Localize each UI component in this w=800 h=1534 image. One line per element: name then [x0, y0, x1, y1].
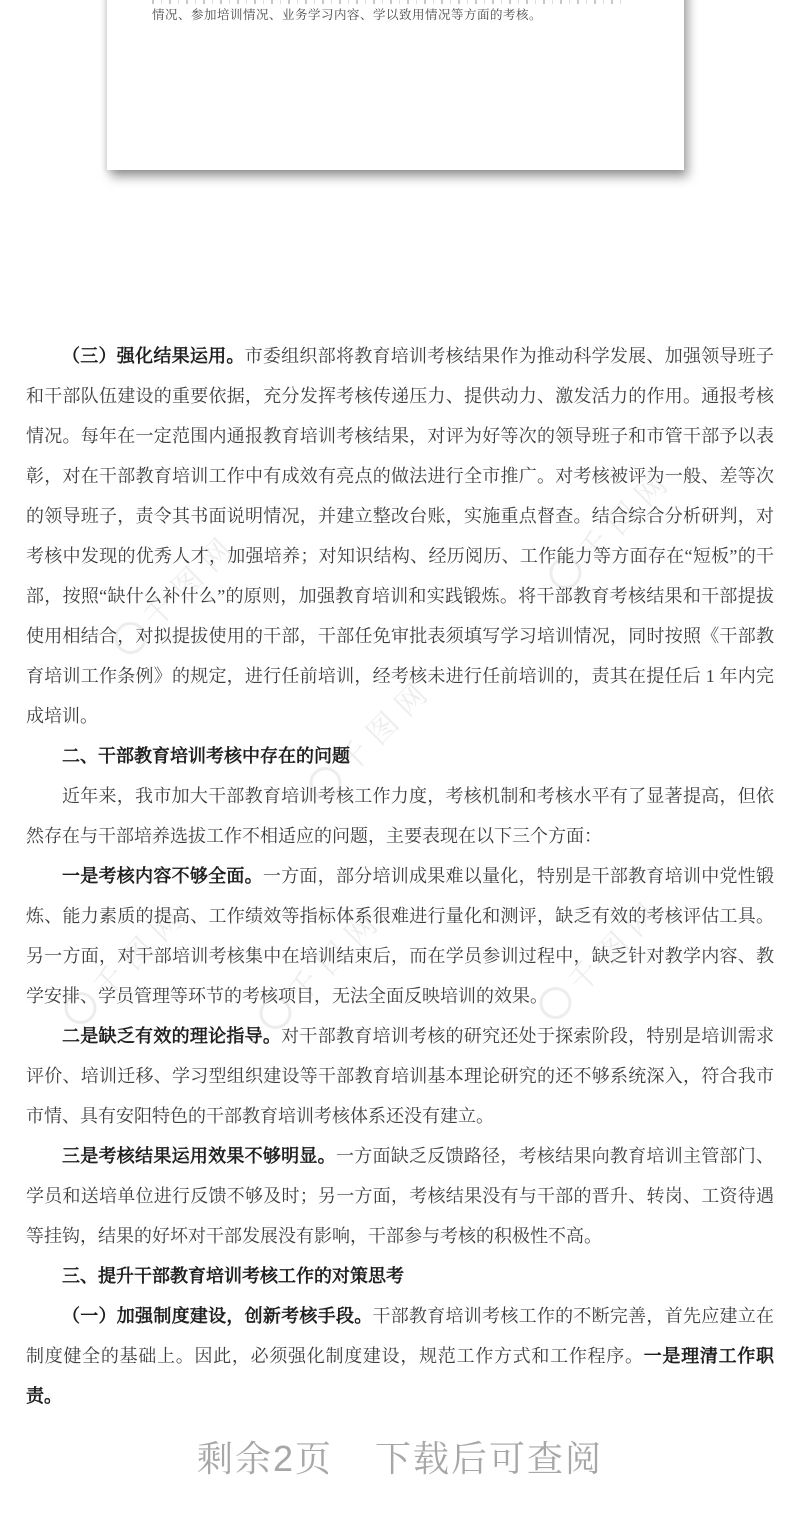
- previous-page-text-line: 情况、参加培训情况、业务学习内容、学以致用情况等方面的考核。: [152, 8, 543, 22]
- paragraph-lead: 二是缺乏有效的理论指导。: [62, 1026, 282, 1046]
- previous-page-preview-card: [107, 0, 684, 170]
- paragraph-problem1: [26, 856, 774, 1016]
- paragraph-intro: 近年来，我市加大干部教育培训考核工作力度，考核机制和考核水平有了显著提高，但依然存在与干部培养选拔工作不相适应的问题，主要表现在以下三个方面：: [26, 786, 774, 846]
- download-prompt-banner[interactable]: [0, 1431, 800, 1482]
- download-hint-label: 下载后可查阅: [375, 1438, 604, 1479]
- paragraph-body: 一方面，部分培训成果难以量化，特别是干部教育培训中党性锻炼、能力素质的提高、工作绩效等指标体系很难进行量化和测评，缺乏有效的考核评估工具。另一方面，对干部培训考核集中在培训结束后，而在学员参训过程中，缺乏针对教学内容、教学安排、学员管理等环节的考核项目，无法全面反映培训的效果。: [26, 866, 775, 1006]
- pages-remaining-label: 剩余2页: [196, 1438, 333, 1479]
- paragraph-lead: 三是考核结果运用效果不够明显。: [62, 1146, 336, 1166]
- watermark-label: 千图网: [332, 671, 441, 780]
- document-page-text: [26, 336, 774, 1416]
- watermark-label: 千图网: [137, 526, 246, 635]
- heading-countermeasures: 三、提升干部教育培训考核工作的对策思考: [62, 1266, 404, 1286]
- paragraph-lead: （三）强化结果运用。: [62, 346, 245, 366]
- paragraph-lead: 一是考核内容不够全面。: [62, 866, 263, 886]
- paragraph-measure1: [26, 1296, 774, 1416]
- paragraph-lead: （一）加强制度建设，创新考核手段。: [62, 1306, 373, 1326]
- paragraph-body: 市委组织部将教育培训考核结果作为推动科学发展、加强领导班子和干部队伍建设的重要依据，充分发挥考核传递压力、提供动力、激发活力的作用。通报考核情况。每年在一定范围内通报教育培训考核结果，对评为好等次的领导班子和市管干部予以表彰，对在干部教育培训工作中有成效有亮点的做法进行全市推广。对考核被评为一般、差等次的领导班子，责令其书面说明情况，并建立整改台账，实施重点督查。结合综合分析研判，对考核中发现的优秀人才，加强培养；对知识结构、经历阅历、工作能力等方面存在“短板”的干部，按照“缺什么补什么”的原则，加强教育培训和实践锻炼。将干部教育考核结果和干部提拔使用相结合，对拟提拔使用的干部，干部任免审批表须填写学习培训情况，同时按照《干部教育培训工作条例》的规定，进行任前培训，经考核未进行任前培训的，责其在提任后 1 年内完成培训。: [26, 346, 775, 726]
- watermark-label: 千图网: [282, 901, 391, 1010]
- paragraph-body: 对干部教育培训考核的研究还处于探索阶段，特别是培训需求评价、培训迁移、学习型组织建设等干部教育培训基本理论研究的还不够系统深入，符合我市市情、具有安阳特色的干部教育培训考核体系还没有建立。: [26, 1026, 775, 1126]
- watermark-label: 千图网: [562, 891, 671, 1000]
- paragraph-section3: [26, 336, 774, 736]
- paragraph-body: 干部教育培训考核工作的不断完善，首先应建立在制度健全的基础上。因此，必须强化制度建设，规范工作方式和工作程序。: [26, 1306, 775, 1366]
- paragraph-problem2: [26, 1016, 774, 1136]
- watermark-label: 千图网: [572, 461, 681, 570]
- cut-off-text-line: [152, 0, 624, 4]
- paragraph-tail: 一是理清工作职责。: [26, 1346, 775, 1406]
- heading-problems: 二、干部教育培训考核中存在的问题: [62, 746, 350, 766]
- paragraph-body: 一方面缺乏反馈路径，考核结果向教育培训主管部门、学员和送培单位进行反馈不够及时；另一方面，考核结果没有与干部的晋升、转岗、工资待遇等挂钩，结果的好坏对干部发展没有影响，干部参与考核的积极性不高。: [26, 1146, 775, 1246]
- watermark-label: 千图网: [87, 896, 196, 1005]
- paragraph-problem3: [26, 1136, 774, 1256]
